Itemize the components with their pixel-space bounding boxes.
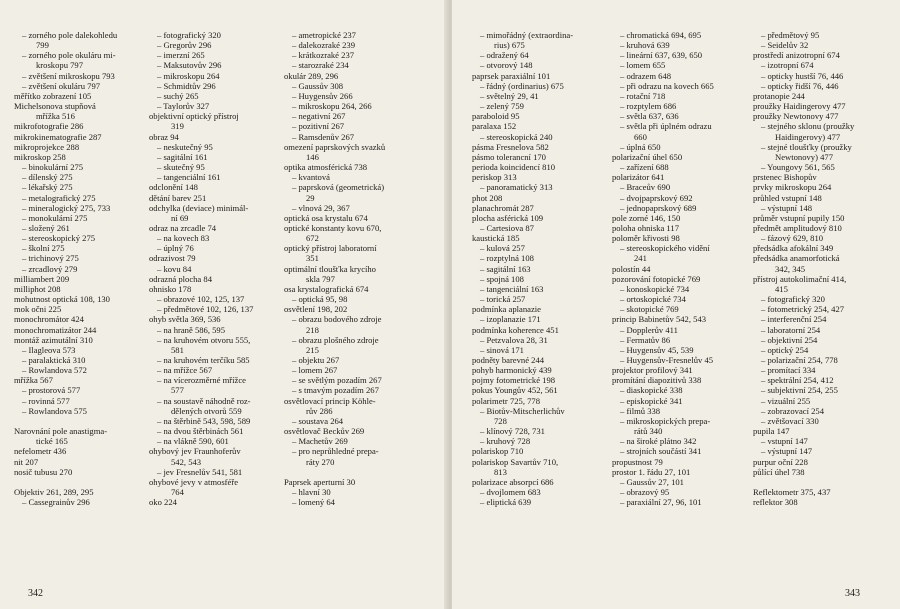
index-entry: – chromatická 694, 695 xyxy=(620,30,702,40)
index-entry: – zobrazovací 254 xyxy=(761,405,824,416)
index-entry: – se světlým pozadím 267 xyxy=(292,375,382,386)
index-entry: okulár 289, 296 xyxy=(284,70,339,81)
index-entry: optická osa krystalu 674 xyxy=(284,212,368,223)
index-entry: přístroj autokolimační 414, xyxy=(753,273,847,284)
index-entry: – Gaussův 27, 101 xyxy=(620,476,684,487)
index-entry: 351 xyxy=(306,253,319,264)
index-entry: – na vlákně 590, 601 xyxy=(157,436,229,447)
index-entry: poloměr křivosti 98 xyxy=(612,233,680,244)
index-entry: průměr vstupní pupily 150 xyxy=(753,212,845,223)
index-entry: 29 xyxy=(306,192,315,203)
index-spacer xyxy=(753,477,893,487)
index-entry: – Rowlandova 575 xyxy=(22,405,87,416)
index-entry: prostor 1. řádu 27, 101 xyxy=(612,466,691,477)
index-entry: – Cassegrainův 296 xyxy=(22,497,90,508)
index-entry: – opticky řidší 76, 446 xyxy=(761,80,839,91)
index-entry: pohyb harmonický 439 xyxy=(472,365,552,376)
index-entry: polarizace absorpcí 686 xyxy=(472,476,554,487)
index-entry: – Machetův 269 xyxy=(292,436,348,447)
index-entry: – zorného pole dalekohledu xyxy=(22,30,118,40)
index-entry: – složený 261 xyxy=(22,222,70,233)
index-entry: – Schmidtův 296 xyxy=(157,80,216,91)
index-entry: – diaskopické 338 xyxy=(620,385,683,396)
index-entry: – vstupní 147 xyxy=(761,436,808,447)
index-spacer xyxy=(14,477,149,487)
index-entry: Haidingerovy) 477 xyxy=(775,131,841,142)
index-entry: phot 208 xyxy=(472,192,503,203)
index-entry: osvětlovač Beckův 269 xyxy=(284,426,365,437)
index-entry: předsádka afokální 349 xyxy=(753,243,834,254)
index-entry: – lomem 655 xyxy=(620,60,666,71)
index-entry: 764 xyxy=(171,487,184,498)
index-entry: projektor profilový 341 xyxy=(612,365,693,376)
index-entry: – tangenciální 163 xyxy=(480,283,544,294)
index-entry: poloha ohniska 117 xyxy=(612,222,679,233)
index-entry: osa krystalografická 674 xyxy=(284,283,369,294)
index-entry: Paprsek aperturní 30 xyxy=(284,476,356,487)
index-entry: – Gregorův 296 xyxy=(157,40,212,51)
index-entry: – mimořádný (extraordina- xyxy=(480,30,574,40)
index-entry: mikrokinematografie 287 xyxy=(14,131,102,142)
index-entry: montáž azimutální 310 xyxy=(14,334,93,345)
index-entry: – tangenciální 161 xyxy=(157,172,221,183)
index-entry: ohnisko 178 xyxy=(149,283,192,294)
index-entry: – izotropní 674 xyxy=(761,60,814,71)
index-entry: proužky Haidingerovy 477 xyxy=(753,101,846,112)
left-page-columns xyxy=(14,30,440,507)
index-entry: – Petzvalova 28, 31 xyxy=(480,334,548,345)
index-entry: polariskop Savartův 710, xyxy=(472,456,559,467)
index-entry: planachromát 287 xyxy=(472,202,534,213)
index-entry: 146 xyxy=(306,151,319,162)
index-entry: – na vícerozměrné mřížce xyxy=(157,375,246,386)
index-entry: – fotometrický 254, 427 xyxy=(761,304,845,315)
index-entry: polariskop 710 xyxy=(472,446,524,457)
index-entry: – klínový 728, 731 xyxy=(480,426,545,437)
index-entry: prvky mikroskopu 264 xyxy=(753,182,832,193)
index-entry: tické 165 xyxy=(36,436,68,447)
index-column xyxy=(149,30,284,507)
index-entry: – dílenský 275 xyxy=(22,172,73,183)
index-entry: polarimetr 725, 778 xyxy=(472,395,541,406)
index-entry: – dvojpaprskový 692 xyxy=(620,192,693,203)
index-entry: – výstupní 147 xyxy=(761,446,813,457)
index-entry: – kruhová 639 xyxy=(620,40,670,51)
index-entry: reflektor 308 xyxy=(753,497,798,508)
index-entry: – lékařský 275 xyxy=(22,182,73,193)
index-entry: – mikroskopických prepa- xyxy=(620,415,711,426)
index-entry: – světla 637, 636 xyxy=(620,111,679,122)
index-entry: – neskutečný 95 xyxy=(157,141,213,152)
index-entry: polarizátor 641 xyxy=(612,172,665,183)
index-entry: nit 207 xyxy=(14,456,39,467)
index-entry: mikroprojekce 288 xyxy=(14,141,80,152)
index-entry: dětání barev 251 xyxy=(149,192,207,203)
index-entry: pole zorné 146, 150 xyxy=(612,212,681,223)
index-entry: – izoplanazie 171 xyxy=(480,314,541,325)
index-entry: – Cartesiova 87 xyxy=(480,222,534,233)
index-entry: – odrazem 648 xyxy=(620,70,672,81)
index-entry: dělených otvorů 559 xyxy=(171,405,242,416)
index-entry: – světelný 29, 41 xyxy=(480,90,539,101)
index-entry: – spojná 108 xyxy=(480,273,524,284)
index-entry: – fázový 629, 810 xyxy=(761,233,824,244)
index-entry: mikroskop 258 xyxy=(14,151,66,162)
right-page xyxy=(452,0,900,609)
index-entry: Narovnání pole anastigma- xyxy=(14,426,108,437)
index-entry: – kulová 257 xyxy=(480,243,525,254)
index-entry: odchylka (deviace) minimál- xyxy=(149,202,249,213)
index-entry: – Youngovy 561, 565 xyxy=(761,162,835,173)
index-entry: optimální tloušťka krycího xyxy=(284,263,376,274)
index-entry: – rotační 718 xyxy=(620,90,666,101)
index-entry: – subjektivní 254, 255 xyxy=(761,385,838,396)
index-entry: – na soustavě náhodně roz- xyxy=(157,395,251,406)
index-entry: paprsek paraxiální 101 xyxy=(472,70,551,81)
index-entry: 342, 345 xyxy=(775,263,806,274)
index-entry: – na hraně 586, 595 xyxy=(157,324,226,335)
index-column xyxy=(612,30,753,507)
index-entry: – filmů 338 xyxy=(620,405,661,416)
index-entry: – úplný 76 xyxy=(157,243,194,254)
index-entry: optický přístroj laboratorní xyxy=(284,243,377,254)
index-entry: – na dvou štěrbinách 561 xyxy=(157,426,244,437)
index-entry: purpur oční 228 xyxy=(753,456,808,467)
index-entry: – zorného pole okuláru mi- xyxy=(22,50,116,61)
index-entry: – jednopaprskový 689 xyxy=(620,202,697,213)
index-entry: – dalekozraké 239 xyxy=(292,40,355,51)
index-entry: – imerzní 265 xyxy=(157,50,205,61)
index-entry: předmět amplitudový 810 xyxy=(753,222,842,233)
index-entry: – rozptylná 108 xyxy=(480,253,534,264)
index-entry: omezení paprskových svazků xyxy=(284,141,386,152)
index-entry: rius) 675 xyxy=(494,40,525,51)
index-entry: – stereoskopický 275 xyxy=(22,233,96,244)
index-entry: mřížka 567 xyxy=(14,375,53,386)
index-entry: – na kruhovém terčíku 585 xyxy=(157,355,250,365)
index-entry: – stereoskopická 240 xyxy=(480,131,553,142)
right-page-columns xyxy=(472,30,892,507)
index-column xyxy=(753,30,893,507)
index-entry: – otvorový 148 xyxy=(480,60,533,71)
index-entry: – interferenční 254 xyxy=(761,314,827,325)
index-entry: – laboratorní 254 xyxy=(761,324,821,335)
index-entry: odclonění 148 xyxy=(149,182,198,193)
index-entry: nefelometr 436 xyxy=(14,446,67,457)
index-entry: – krátkozraké 237 xyxy=(292,50,355,61)
index-entry: – výstupní 148 xyxy=(761,202,813,213)
index-entry: – zvětšení mikroskopu 793 xyxy=(22,70,115,81)
index-entry: plocha asférická 109 xyxy=(472,212,544,223)
index-entry: – binokulární 275 xyxy=(22,162,84,173)
index-entry: – světla při úplném odrazu xyxy=(620,121,712,132)
index-entry: nosič tubusu 270 xyxy=(14,466,73,477)
index-entry: – konoskopické 734 xyxy=(620,283,690,294)
index-entry: kaustická 185 xyxy=(472,233,520,244)
index-entry: – sagitální 163 xyxy=(480,263,531,274)
index-entry: – ortoskopické 734 xyxy=(620,294,686,305)
index-entry: – promítací 334 xyxy=(761,365,816,376)
index-entry: 813 xyxy=(494,466,507,477)
index-entry: – eliptická 639 xyxy=(480,497,532,508)
index-entry: – dvojlomem 683 xyxy=(480,487,541,498)
index-entry: – zvětšení okuláru 797 xyxy=(22,80,101,91)
index-entry: rův 286 xyxy=(306,405,333,416)
index-entry: milliambert 209 xyxy=(14,273,70,284)
index-entry: 799 xyxy=(36,40,49,51)
index-entry: obraz 94 xyxy=(149,131,179,142)
index-entry: 581 xyxy=(171,344,184,355)
index-entry: – lomem 267 xyxy=(292,365,338,376)
index-entry: půlící úhel 738 xyxy=(753,466,805,477)
index-entry: – vizuální 255 xyxy=(761,395,811,406)
index-entry: předsádka anamorfotická xyxy=(753,253,840,264)
index-entry: – spektrální 254, 412 xyxy=(761,375,834,386)
index-entry: – při odrazu na kovech 665 xyxy=(620,80,714,91)
index-entry: – paprsková (geometrická) xyxy=(292,182,385,193)
index-entry: – zvětšovací 330 xyxy=(761,415,819,426)
index-entry: – na kovech 83 xyxy=(157,233,210,244)
index-entry: optika atmosférická 738 xyxy=(284,162,368,173)
index-entry: – negativní 267 xyxy=(292,111,346,122)
index-entry: Objektiv 261, 289, 295 xyxy=(14,487,94,497)
index-entry: Reflektometr 375, 437 xyxy=(753,487,831,498)
index-entry: – optická 95, 98 xyxy=(292,294,348,305)
index-entry: ohybové jevy v atmosféře xyxy=(149,476,239,487)
index-entry: – školní 275 xyxy=(22,243,65,254)
index-entry: odrazná plocha 84 xyxy=(149,273,212,284)
index-entry: – Ramsdenův 267 xyxy=(292,131,355,142)
index-entry: – polarizační 254, 778 xyxy=(761,355,838,365)
index-entry: – strojních součástí 341 xyxy=(620,446,702,457)
index-entry: – torická 257 xyxy=(480,294,526,305)
index-entry: – paralaktická 310 xyxy=(22,355,86,365)
index-entry: – stereoskopického vidění xyxy=(620,243,710,254)
index-column xyxy=(14,30,149,507)
index-entry: – úplná 650 xyxy=(620,141,661,152)
index-entry: 218 xyxy=(306,324,319,335)
index-entry: – na kruhovém otvoru 555, xyxy=(157,334,251,345)
index-entry: – kruhový 728 xyxy=(480,436,531,447)
index-entry: – lineární 637, 639, 650 xyxy=(620,50,703,61)
index-entry: Newtonovy) 477 xyxy=(775,151,833,162)
index-entry: – lomený 64 xyxy=(292,497,335,508)
index-entry: princip Babinetův 542, 543 xyxy=(612,314,707,325)
index-entry: – stejného sklonu (proužky xyxy=(761,121,855,132)
index-column xyxy=(472,30,612,507)
index-entry: – Huygensův-Fresnelův 45 xyxy=(620,355,714,365)
index-entry: mikrofotografie 286 xyxy=(14,121,84,132)
index-entry: – Maksutovův 296 xyxy=(157,60,222,71)
index-entry: měřítko zobrazení 105 xyxy=(14,90,92,101)
index-entry: – rozptylem 686 xyxy=(620,101,677,112)
index-entry: – Rowlandova 572 xyxy=(22,365,87,376)
index-entry: podmínka aplanazie xyxy=(472,304,541,315)
index-entry: 577 xyxy=(171,385,184,396)
index-entry: Michelsonova stupňová xyxy=(14,101,96,112)
index-entry: mřížka 516 xyxy=(36,111,75,122)
index-entry: – Braceův 690 xyxy=(620,182,671,193)
index-entry: 728 xyxy=(494,415,507,426)
left-page xyxy=(0,0,448,609)
index-entry: – řádný (ordinarius) 675 xyxy=(480,80,564,91)
index-entry: – zelený 759 xyxy=(480,101,524,112)
index-entry: prostředí anizotropní 674 xyxy=(753,50,840,61)
index-entry: – opticky hustší 76, 446 xyxy=(761,70,844,81)
index-entry: – metalografický 275 xyxy=(22,192,96,203)
index-entry: – mikroskopu 264, 266 xyxy=(292,101,372,112)
index-entry: 241 xyxy=(634,253,647,264)
index-entry: 415 xyxy=(775,283,788,294)
index-entry: – sagitální 161 xyxy=(157,151,208,162)
index-entry: – mineralogický 275, 733 xyxy=(22,202,111,213)
index-entry: pásmo tolerancní 170 xyxy=(472,151,546,162)
index-entry: – na mřížce 567 xyxy=(157,365,213,376)
index-entry: monochromátor 424 xyxy=(14,314,84,325)
index-entry: pásma Fresnelova 582 xyxy=(472,141,549,152)
index-entry: paralaxa 152 xyxy=(472,121,517,132)
index-entry: – objektivní 254 xyxy=(761,334,818,345)
index-entry: – pro neprůhledné prepa- xyxy=(292,446,379,457)
index-entry: – objektu 267 xyxy=(292,355,340,365)
index-entry: mok očni 225 xyxy=(14,304,62,315)
index-entry: – kovu 84 xyxy=(157,263,192,274)
index-entry: ráty 270 xyxy=(306,456,335,467)
index-entry: – zrcadlový 279 xyxy=(22,263,78,274)
index-entry: rátů 340 xyxy=(634,426,663,437)
index-entry: – Gaussův 308 xyxy=(292,80,344,91)
index-entry: – hlavní 30 xyxy=(292,487,331,498)
index-column xyxy=(284,30,434,507)
index-entry: – Huygensův 45, 539 xyxy=(620,344,694,355)
index-entry: – Biotův-Mitscherlichův xyxy=(480,405,565,416)
index-entry: – monokulární 275 xyxy=(22,212,88,223)
index-entry: – obrazový 95 xyxy=(620,487,670,498)
index-entry: osvětlovací princip Köhle- xyxy=(284,395,376,406)
index-entry: – rovinná 577 xyxy=(22,395,70,406)
index-entry: – předmětové 102, 126, 137 xyxy=(157,304,254,315)
index-entry: – skotopické 769 xyxy=(620,304,679,315)
index-entry: – zařízení 688 xyxy=(620,162,669,173)
index-entry: 660 xyxy=(634,131,647,142)
index-entry: – ametropické 237 xyxy=(292,30,356,40)
index-entry: polostín 44 xyxy=(612,263,651,274)
index-entry: – na štěrbině 543, 598, 589 xyxy=(157,415,251,426)
index-entry: ohyb světla 369, 536 xyxy=(149,314,221,325)
index-entry: paraboloid 95 xyxy=(472,111,520,122)
index-entry: 672 xyxy=(306,233,319,244)
index-entry: 319 xyxy=(171,121,184,132)
index-entry: protanopie 244 xyxy=(753,90,805,101)
index-entry: – episkopické 341 xyxy=(620,395,683,406)
index-entry: – Fermatův 86 xyxy=(620,334,671,345)
index-spacer xyxy=(14,416,149,426)
index-entry: polarizační úhel 650 xyxy=(612,151,683,162)
index-entry: osvětlení 198, 202 xyxy=(284,304,348,315)
index-entry: kroskopu 797 xyxy=(36,60,84,71)
index-entry: propustnost 79 xyxy=(612,456,663,467)
index-entry: – Ilagleova 573 xyxy=(22,344,76,355)
index-entry: – s tmavým pozadím 267 xyxy=(292,385,379,396)
index-entry: – starozraké 234 xyxy=(292,60,349,71)
index-entry: podmínka koherence 451 xyxy=(472,324,559,335)
index-entry: pokus Youngův 452, 561 xyxy=(472,385,558,396)
index-entry: – předmětový 95 xyxy=(761,30,820,40)
index-entry: ní 69 xyxy=(171,212,189,223)
index-entry: – trichinový 275 xyxy=(22,253,79,264)
index-entry: – vlnová 29, 367 xyxy=(292,202,350,213)
index-entry: – suchý 265 xyxy=(157,90,199,101)
index-entry: odraz na zrcadle 74 xyxy=(149,222,217,233)
index-entry: – jev Fresnelův 541, 581 xyxy=(157,466,243,477)
index-entry: – skutečný 95 xyxy=(157,162,205,173)
index-entry: průhled vstupní 148 xyxy=(753,192,822,203)
index-entry: skla 797 xyxy=(306,273,335,284)
index-spacer xyxy=(284,467,434,477)
index-entry: 215 xyxy=(306,344,319,355)
index-entry: odrazivost 79 xyxy=(149,253,196,264)
index-entry: – na široké plátno 342 xyxy=(620,436,697,447)
index-entry: – fotografický 320 xyxy=(157,30,221,40)
index-entry: – obrazu plošného zdroje xyxy=(292,334,379,345)
index-entry: ohybový jev Fraunhoferův xyxy=(149,446,241,457)
index-entry: – obrazu bodového zdroje xyxy=(292,314,382,325)
index-entry: – stejné tloušťky (proužky xyxy=(761,141,852,152)
index-entry: podněty barevné 244 xyxy=(472,355,545,365)
index-entry: proužky Newtonovy 477 xyxy=(753,111,839,122)
index-entry: – fotografický 320 xyxy=(761,294,825,305)
page-number: 342 xyxy=(28,588,43,599)
index-entry: – optický 254 xyxy=(761,344,809,355)
index-entry: – Dopplerův 411 xyxy=(620,324,678,335)
index-entry: monochromatizátor 244 xyxy=(14,324,97,335)
index-entry: pojmy fotometrické 198 xyxy=(472,375,556,386)
index-entry: – paraxiální 27, 96, 101 xyxy=(620,497,702,508)
index-entry: pupila 147 xyxy=(753,426,790,437)
index-entry: – Taylorův 327 xyxy=(157,101,210,112)
index-entry: prstenec Bishopův xyxy=(753,172,817,183)
index-entry: periskop 313 xyxy=(472,172,517,183)
index-entry: perioda koincidencí 810 xyxy=(472,162,556,173)
index-entry: – obrazové 102, 125, 137 xyxy=(157,294,245,305)
index-entry: promítání diapozitivů 338 xyxy=(612,375,702,386)
index-entry: optické konstanty kovu 670, xyxy=(284,222,382,233)
index-entry: oko 224 xyxy=(149,497,177,508)
index-entry: mohutnost optická 108, 130 xyxy=(14,294,110,305)
index-entry: – pozitivní 267 xyxy=(292,121,345,132)
index-entry: pozorování fotopické 769 xyxy=(612,273,701,284)
index-entry: – prostorová 577 xyxy=(22,385,81,396)
index-entry: – panoramatický 313 xyxy=(480,182,553,193)
index-entry: – kvantová xyxy=(292,172,330,183)
index-entry: 542, 543 xyxy=(171,456,202,467)
index-entry: – odražený 64 xyxy=(480,50,529,61)
index-entry: – mikroskopu 264 xyxy=(157,70,220,81)
index-entry: objektivní optický přístroj xyxy=(149,111,239,122)
index-entry: – soustava 264 xyxy=(292,415,344,426)
index-entry: – Huygensův 266 xyxy=(292,90,353,101)
index-entry: milliphot 208 xyxy=(14,283,61,294)
index-entry: – sinová 171 xyxy=(480,344,524,355)
page-number: 343 xyxy=(845,588,860,599)
index-entry: – Seidelův 32 xyxy=(761,40,809,51)
